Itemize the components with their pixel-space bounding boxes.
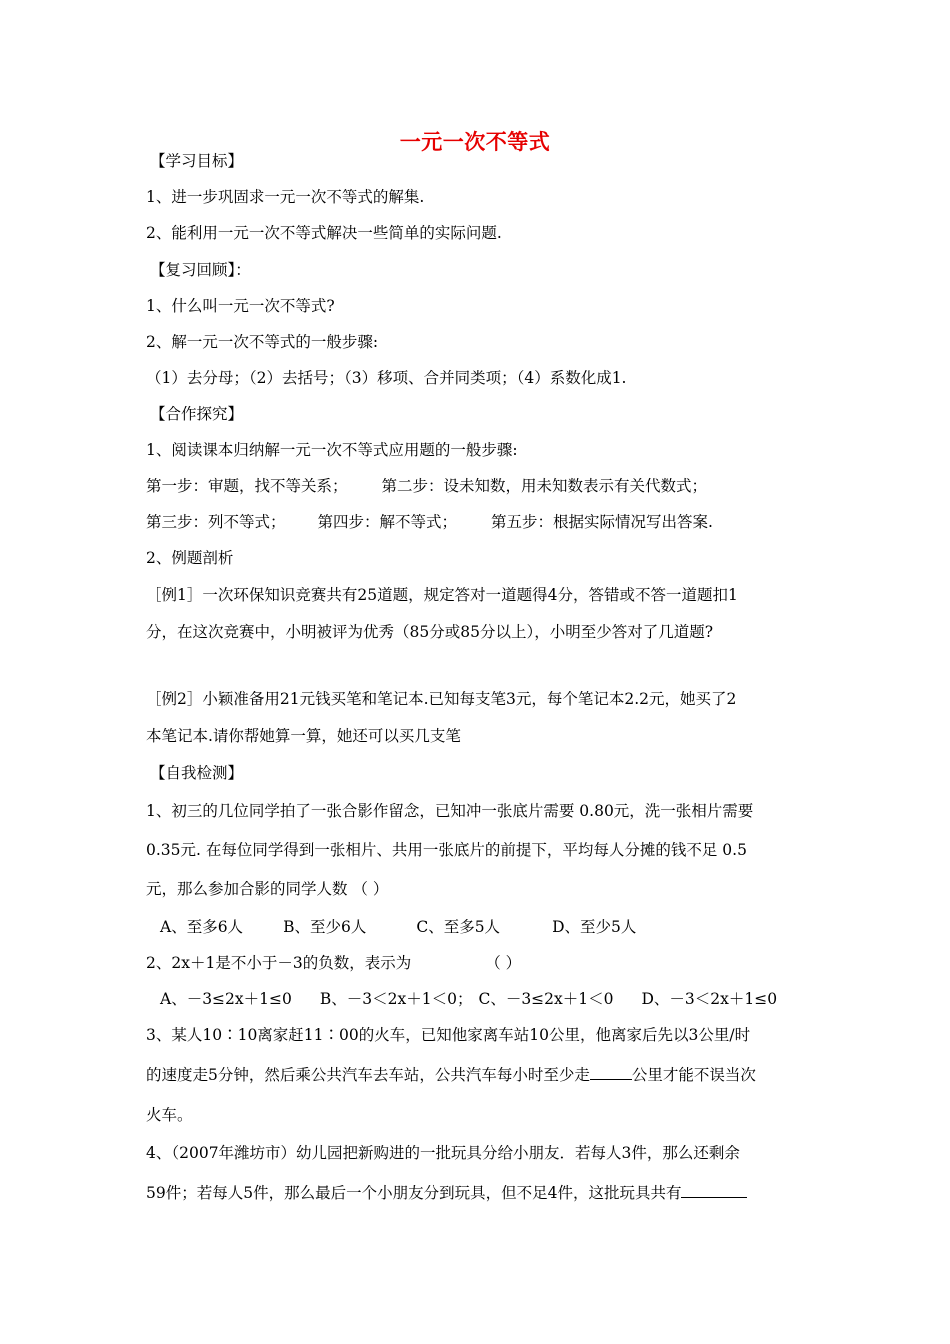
q4-answer-blank[interactable] <box>681 1183 747 1198</box>
q2-option-a: A、－3≤2x＋1≤0 <box>160 990 292 1008</box>
q1-line-3: 元，那么参加合影的同学人数 （ ） <box>146 880 389 898</box>
q2-text: 2、2x＋1是不小于－3的负数，表示为 <box>146 954 412 972</box>
step-1: 第一步：审题，找不等关系； <box>146 477 348 495</box>
explore-heading: 【合作探究】 <box>150 405 244 423</box>
step-2: 第二步：设未知数，用未知数表示有关代数式； <box>381 477 708 495</box>
q4-line-1: 4、（2007年潍坊市）幼儿园把新购进的一批玩具分给小朋友．若每人3件，那么还剩余 <box>146 1144 740 1162</box>
q2-answer-paren: （ ） <box>485 954 522 972</box>
q1-option-a: A、至多6人 <box>160 918 244 936</box>
q3-answer-blank[interactable] <box>590 1065 632 1080</box>
document-title: 一元一次不等式 <box>399 130 551 154</box>
step-3: 第三步：列不等式； <box>146 513 286 531</box>
q1-option-b: B、至少6人 <box>283 918 367 936</box>
q3-line-2 <box>146 1064 756 1086</box>
q3-line-3: 火车。 <box>146 1106 193 1124</box>
q2-line <box>146 952 521 974</box>
example-2-line-1: ［例2］小颖准备用21元钱买笔和笔记本.已知每支笔3元，每个笔记本2.2元，她买了2 <box>146 690 737 708</box>
example-1-line-2: 分，在这次竞赛中，小明被评为优秀（85分或85分以上），小明至少答对了几道题? <box>146 623 714 641</box>
explore-item-1: 1、阅读课本归纳解一元一次不等式应用题的一般步骤: <box>146 441 518 459</box>
q2-option-d: D、－3＜2x＋1≤0 <box>641 990 778 1008</box>
q3-text-pre: 的速度走5分钟，然后乘公共汽车去车站，公共汽车每小时至少走 <box>146 1066 590 1084</box>
explore-item-2: 2、例题剖析 <box>146 549 234 567</box>
example-2-line-2: 本笔记本.请你帮她算一算，她还可以买几支笔 <box>146 727 461 745</box>
review-item-3: （1）去分母；（2）去括号；（3）移项、合并同类项；（4）系数化成1. <box>146 369 627 387</box>
review-item-2: 2、解一元一次不等式的一般步骤: <box>146 333 379 351</box>
review-heading: 【复习回顾】： <box>150 261 251 279</box>
review-item-1: 1、什么叫一元一次不等式? <box>146 297 335 315</box>
q1-option-c: C、至多5人 <box>416 918 501 936</box>
q2-option-c: C、－3≤2x＋1＜0 <box>478 990 614 1008</box>
q2-options <box>160 988 777 1010</box>
step-4: 第四步：解不等式； <box>317 513 458 531</box>
steps-row-2 <box>146 511 713 533</box>
example-1-line-1: ［例1］一次环保知识竞赛共有25道题，规定答对一道题得4分，答错或不答一道题扣1 <box>146 586 738 604</box>
q1-line-1: 1、初三的几位同学拍了一张合影作留念，已知冲一张底片需要 0.80元，洗一张相片需要 <box>146 802 754 820</box>
q3-text-post: 公里才能不误当次 <box>631 1066 756 1084</box>
q4-line-2 <box>146 1182 747 1204</box>
q3-line-1: 3、某人10∶10离家赶11∶00的火车，已知他家离车站10公里，他离家后先以3公里/时 <box>146 1026 751 1044</box>
q1-options <box>160 916 636 938</box>
q2-option-b: B、－3＜2x＋1＜0； <box>319 990 473 1008</box>
q4-text: 59件；若每人5件，那么最后一个小朋友分到玩具，但不足4件，这批玩具共有 <box>146 1184 682 1202</box>
steps-row-1 <box>146 475 707 497</box>
step-5: 第五步：根据实际情况写出答案. <box>491 513 713 531</box>
goal-item-2: 2、能利用一元一次不等式解决一些简单的实际问题. <box>146 224 502 242</box>
q1-line-2: 0.35元. 在每位同学得到一张相片、共用一张底片的前提下，平均每人分摊的钱不足 0.5 <box>146 841 747 859</box>
goals-heading: 【学习目标】 <box>150 152 244 170</box>
goal-item-1: 1、进一步巩固求一元一次不等式的解集. <box>146 188 425 206</box>
q1-option-d: D、至少5人 <box>552 918 637 936</box>
selfcheck-heading: 【自我检测】 <box>150 764 244 782</box>
